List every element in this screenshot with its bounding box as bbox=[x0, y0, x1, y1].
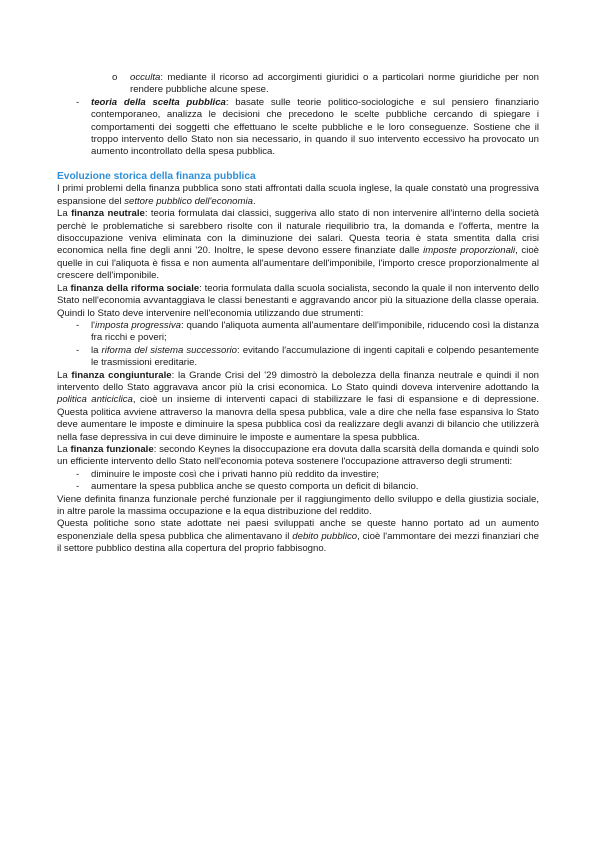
term-finanza-funzionale: finanza funzionale bbox=[70, 443, 154, 455]
paragraph-finanza-funzionale: La finanza funzionale: secondo Keynes la disoccupazione era dovuta dalla scarsità della domanda e quindi solo un efficiente intervento dello Stato nell'economia poteva sostenere l'occupazione attraverso degli strumenti: bbox=[57, 443, 539, 468]
paragraph-riforma-sociale: La finanza della riforma sociale: teoria formulata dalla scuola socialista, secondo la quale il non intervento dello Stato nell'economia avvantaggiava le classi benestanti e aggravando ancor più la situazione della classe operaia. Quindi lo Stato deve intervenire nell'economia utilizzando due strumenti: bbox=[57, 282, 539, 319]
scelta-text: : basate sulle teorie politico-sociologiche e sul pensiero finanziario contemporaneo, analizza le decisioni che precedono le scelte pubbliche cercando di spiegare i comportamenti dei soggetti che effettuano le scelte pubbliche e le loro conseguenze. Sostiene che il troppo intervento dello Stato non sia necessario, in quando il suo intervento eccessivo ha provocato un aumento incontrollato della spesa pubblica. bbox=[91, 96, 539, 158]
occulta-text: : mediante il ricorso ad accorgimenti giuridici o a particolari norme giuridiche per non rendere pubbliche alcune spese. bbox=[130, 72, 539, 96]
list-item-imposta-progressiva: - l'imposta progressiva: quando l'aliquota aumenta all'aumentare dell'imponibile, riducendo così la distanza fra ricchi e poveri; bbox=[76, 319, 539, 344]
dash-bullet-icon: - bbox=[76, 319, 80, 331]
dash-bullet-icon: - bbox=[76, 344, 80, 356]
list-item-scelta-pubblica bbox=[57, 97, 539, 159]
term-scelta-pubblica: teoria della scelta pubblica bbox=[91, 96, 226, 108]
text-column bbox=[57, 72, 539, 556]
closing-paragraph-1: Viene definita finanza funzionale perché funzionale per il raggiungimento dello sviluppo e della giustizia sociale, in altre parole la massima occupazione e la equa distribuzione del reddito. bbox=[57, 493, 539, 517]
list-item-diminuire-imposte: - diminuire le imposte così che i privati hanno più reddito da investire; bbox=[76, 468, 379, 480]
term-finanza-neutrale: finanza neutrale bbox=[71, 208, 145, 220]
emphasis-politica-anticiclica: politica anticiclica bbox=[57, 394, 133, 406]
paragraph-finanza-congiunturale: La finanza congiunturale: la Grande Crisi del '29 dimostrò la debolezza della finanza neutrale e quindi il non intervento dello Stato aggravava ancor più la crisi economica. Lo Stato quindi doveva intervenire adottando la politica anticiclica, cioè un insieme di interventi capaci di stabilizzare le fasi di espansione e di depressione. Questa politica avviene attraverso la manovra della spesa pubblica, vale a dire che nella fase espansiva lo Stato deve aumentare le imposte e diminuire la spesa pubblica così da realizzare degli avanzi di bilancio che utilizzerà nella fase depressiva in cui deve diminuire le imposte e aumentare la spesa pubblica. bbox=[57, 369, 540, 443]
section-heading: Evoluzione storica della finanza pubblica bbox=[57, 170, 256, 182]
dash-bullet-icon: - bbox=[76, 481, 80, 493]
term-finanza-congiunturale: finanza congiunturale bbox=[71, 369, 172, 381]
list-item-riforma-successorio: - la riforma del sistema successorio: evitando l'accumulazione di ingenti capitali e colpendo pesantemente le trasmissioni ereditarie. bbox=[76, 344, 539, 369]
paragraph-finanza-neutrale: La finanza neutrale: teoria formulata dai classici, suggeriva allo stato di non intervenire all'interno della società perchè le problematiche si sarebbero risolte con il naturale riequilibrio tra, la domanda e l'offerta, mentre la disoccupazione veniva eliminata con la diminuzione dei salari. Questa teoria è stata smentita dalla crisi economica nella fine degli anni '20. Inoltre, le spese devono essere finanziate dalle imposte proporzionali, cioè quelle in cui l'aliquota è fissa e non aumenta all'aumentare dell'imponibile, l'importo cresce proporzionalmente al crescere dell'imponibile. bbox=[57, 208, 540, 282]
term-riforma-sociale: finanza della riforma sociale bbox=[70, 282, 200, 294]
term-occulta: occulta bbox=[130, 72, 161, 83]
emphasis-debito-pubblico: debito pubblico bbox=[292, 530, 358, 542]
circle-bullet-icon: o bbox=[112, 72, 118, 83]
closing-paragraph-2: Questa politiche sono state adottate nei paesi sviluppati anche se queste hanno portato ad un aumento esponenziale della spesa pubblica che alimentavano il debito pubblico, cioè l'ammontare dei mezzi finanziari che il settore pubblico destina alla copertura del proprio fabbisogno. bbox=[57, 518, 539, 555]
intro-emphasis: settore pubblico dell'economia bbox=[124, 195, 253, 207]
dash-bullet-icon: - bbox=[76, 96, 80, 108]
list-item-aumentare-spesa: - aumentare la spesa pubblica anche se questo comporta un deficit di bilancio. bbox=[76, 481, 419, 493]
intro-paragraph: I primi problemi della finanza pubblica sono stati affrontati dalla scuola inglese, la quale constatò una progressiva espansione del settore pubblico dell'economia. bbox=[57, 183, 539, 207]
dash-bullet-icon: - bbox=[76, 468, 80, 480]
emphasis-imposte-proporzionali: imposte proporzionali bbox=[423, 245, 516, 257]
list-item-occulta bbox=[57, 72, 539, 97]
